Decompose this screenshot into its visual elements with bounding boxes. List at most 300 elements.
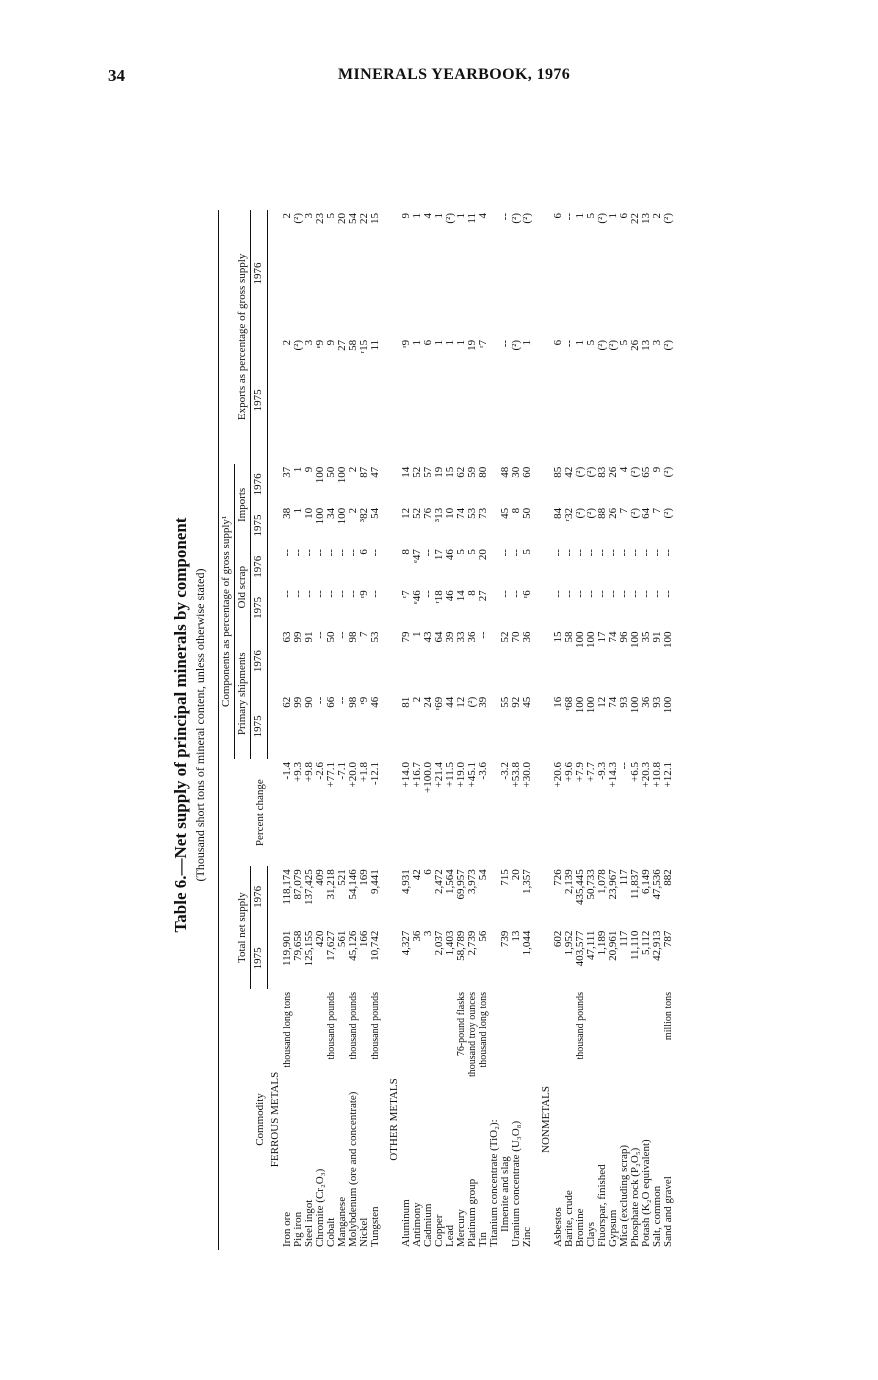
value-cell: -- (422, 549, 434, 557)
table-row (315, 210, 326, 1250)
empty-cell (539, 505, 553, 546)
table-body (268, 210, 675, 1250)
value-cell: (²) (510, 213, 522, 224)
empty-cell (539, 464, 553, 505)
value-cell: +21.4 (433, 762, 445, 788)
empty-cell (387, 337, 401, 464)
value-cell: 26 (629, 339, 641, 351)
value-cell: 1 (574, 339, 586, 346)
value-cell: +20.6 (552, 762, 564, 788)
commodity-name: Mica (excluding scrap) (618, 1144, 630, 1247)
value-cell: (²) (662, 213, 674, 224)
table-header (219, 210, 268, 1250)
net-supply-table (218, 210, 674, 1250)
value-cell: 10 (303, 507, 315, 519)
value-cell: 26 (607, 466, 619, 478)
value-cell: 37 (281, 466, 293, 478)
table-row (511, 210, 522, 1250)
value-cell: 100 (585, 631, 597, 648)
value-cell: 80 (477, 466, 489, 478)
section-header (387, 210, 401, 1250)
value-cell: 9 (651, 466, 663, 473)
value-cell: +45.1 (466, 762, 478, 788)
value-cell: (²) (510, 339, 522, 351)
value-cell: 46 (369, 696, 381, 708)
value-cell: ³82 (358, 507, 370, 523)
value-cell: ʳ9 (400, 339, 412, 348)
empty-cell (268, 210, 283, 337)
section-header (268, 210, 283, 1250)
value-cell: 52 (499, 631, 511, 643)
value-cell: 47,111 (585, 930, 597, 961)
value-cell: 12 (400, 507, 412, 519)
year-1976: 1976 (251, 546, 268, 587)
value-cell: 1 (411, 631, 423, 637)
commodity-name: Salt, common (651, 1185, 663, 1247)
value-cell: 2,472 (433, 869, 445, 894)
value-cell: 36 (411, 930, 423, 942)
value-cell: 84 (552, 507, 564, 519)
value-cell: 7 (618, 507, 630, 514)
empty-cell (387, 928, 401, 989)
value-cell: 5 (585, 339, 597, 346)
empty-cell (387, 694, 401, 759)
commodity-name: Platinum group (466, 1178, 478, 1247)
empty-cell (268, 866, 283, 927)
value-cell: 58,789 (455, 930, 467, 961)
empty-cell (268, 337, 283, 464)
value-cell: -- (422, 590, 434, 598)
value-cell: -- (552, 549, 564, 557)
value-cell: 2 (281, 339, 293, 346)
value-cell: -- (574, 590, 586, 598)
value-cell: -- (607, 590, 619, 598)
value-cell: 2 (347, 466, 359, 473)
table-row (412, 210, 423, 1250)
value-cell: -- (281, 590, 293, 598)
value-cell: 39 (477, 696, 489, 708)
value-cell: 5 (466, 549, 478, 555)
value-cell: 26 (607, 507, 619, 519)
empty-cell (387, 546, 401, 587)
value-cell: 7 (651, 507, 663, 514)
value-cell: 22 (629, 213, 641, 224)
value-cell: 20,961 (607, 930, 619, 961)
value-cell: 19 (433, 466, 445, 478)
value-cell: -- (618, 762, 630, 770)
value-cell: +14.3 (607, 762, 619, 788)
commodity-name: Cobalt (325, 1217, 337, 1247)
value-cell: 74 (607, 696, 619, 708)
value-cell: 88 (596, 507, 608, 519)
value-cell: 726 (552, 869, 564, 886)
value-cell: 100 (629, 631, 641, 648)
value-cell: (²) (662, 466, 674, 478)
value-cell: 27 (336, 339, 348, 351)
value-cell: ³13 (433, 507, 445, 523)
value-cell: 1 (433, 339, 445, 346)
value-cell: 1 (292, 466, 304, 473)
value-cell: -- (325, 549, 337, 557)
value-cell: 435,445 (574, 869, 586, 905)
value-cell: 125,155 (303, 930, 315, 967)
col-components: Components as percentage of gross supply¹ (219, 464, 235, 759)
value-cell: 85 (552, 466, 564, 478)
value-cell: -- (499, 339, 511, 348)
commodity-cell (315, 989, 326, 1250)
value-cell: 74 (607, 631, 619, 643)
value-cell: 3,973 (466, 869, 478, 894)
year-1976: 1976 (251, 464, 268, 505)
value-cell: 50 (521, 507, 533, 519)
value-cell: 87,079 (292, 869, 304, 900)
value-cell: 27 (477, 590, 489, 602)
year-1975: 1975 (251, 694, 268, 759)
value-cell: 93 (618, 696, 630, 708)
table-row (500, 210, 511, 1250)
value-cell: -3.6 (477, 762, 489, 780)
value-cell: -- (347, 590, 359, 598)
value-cell: 39 (444, 631, 456, 643)
commodity-unit: thousand pounds (575, 992, 586, 1060)
table-row (304, 210, 315, 1250)
section-title: NONMETALS (540, 1086, 552, 1153)
value-cell: 55 (499, 696, 511, 708)
value-cell: -- (314, 696, 326, 705)
value-cell: +19.0 (455, 762, 467, 788)
page-number: 34 (108, 66, 125, 85)
value-cell: 62 (455, 466, 467, 478)
value-cell: 100 (662, 696, 674, 714)
value-cell: (²) (596, 339, 608, 351)
value-cell: 3 (651, 339, 663, 346)
value-cell: 1 (455, 213, 467, 219)
value-cell: -- (662, 590, 674, 598)
table-row (370, 210, 381, 1250)
value-cell: (²) (292, 213, 304, 224)
value-cell: 90 (303, 696, 315, 708)
col-exports: Exports as percentage of gross supply (219, 210, 251, 464)
value-cell: -- (640, 549, 652, 557)
value-cell: -- (618, 590, 630, 598)
commodity-name: Steel ingot (303, 1199, 315, 1247)
value-cell: 403,577 (574, 930, 586, 967)
section-header (539, 210, 553, 1250)
value-cell: 83 (596, 466, 608, 478)
value-cell: 64 (433, 631, 445, 643)
value-cell: 48 (499, 466, 511, 478)
value-cell: 100 (662, 631, 674, 648)
commodity-name: Sand and gravel (662, 1176, 674, 1247)
value-cell: 5,112 (640, 930, 652, 955)
value-cell: 54 (477, 869, 489, 881)
value-cell: 4,931 (400, 869, 412, 894)
commodity-cell (663, 989, 674, 1250)
value-cell: 13 (510, 930, 522, 942)
empty-cell (268, 464, 283, 505)
empty-cell (387, 210, 401, 337)
value-cell: 87 (358, 466, 370, 478)
value-cell: 20 (336, 213, 348, 224)
value-cell: 2,037 (433, 930, 445, 956)
commodity-name: Zinc (521, 1226, 533, 1247)
empty-cell (387, 866, 401, 927)
value-cell: -12.1 (369, 762, 381, 785)
value-cell: 91 (303, 631, 315, 643)
commodity-cell (348, 989, 359, 1250)
empty-cell (539, 928, 553, 989)
value-cell: 5 (521, 549, 533, 555)
empty-cell (387, 505, 401, 546)
table-row (489, 210, 500, 1250)
value-cell: 409 (314, 869, 326, 886)
value-cell: -- (314, 549, 326, 557)
value-cell: (²) (521, 213, 533, 224)
value-cell: 100 (336, 507, 348, 525)
value-cell: (²) (629, 507, 641, 519)
value-cell: 1 (521, 339, 533, 346)
value-cell: 42,913 (651, 930, 663, 961)
value-cell: -- (336, 696, 348, 705)
value-cell: +6.5 (629, 762, 641, 782)
empty-cell (387, 759, 401, 866)
table-row (456, 210, 467, 1250)
table-row (467, 210, 478, 1250)
value-cell: 57 (422, 466, 434, 478)
commodity-name: Manganese (336, 1196, 348, 1247)
empty-cell (268, 694, 283, 759)
value-cell: ʳ15 (358, 339, 370, 354)
value-cell: -- (314, 631, 326, 639)
value-cell: 54 (347, 213, 359, 224)
commodity-name: Clays (585, 1221, 597, 1247)
table-row (553, 210, 564, 1250)
value-cell: 47 (369, 466, 381, 478)
value-cell: (²) (574, 466, 586, 478)
value-cell: 44 (444, 696, 456, 708)
value-cell: 45,126 (347, 930, 359, 961)
value-cell: 100 (585, 696, 597, 714)
value-cell: 58 (563, 631, 575, 643)
empty-cell (268, 759, 283, 866)
value-cell: 63 (281, 631, 293, 643)
value-cell: 6 (358, 549, 370, 555)
value-cell: 561 (336, 930, 348, 948)
value-cell: 24 (422, 696, 434, 708)
section-title: OTHER METALS (388, 1078, 400, 1161)
value-cell: -9.3 (596, 762, 608, 780)
value-cell: (²) (585, 507, 597, 519)
empty-cell (539, 337, 553, 464)
commodity-name: Cadmium (422, 1203, 434, 1247)
value-cell: 6 (422, 869, 434, 875)
value-cell: (²) (607, 339, 619, 351)
value-cell: 169 (358, 869, 370, 886)
value-cell: 81 (400, 696, 412, 708)
value-cell: 2,139 (563, 869, 575, 894)
col-old-scrap: Old scrap (235, 546, 251, 628)
value-cell: 42 (563, 466, 575, 478)
value-cell: 3 (303, 339, 315, 346)
value-cell: 42 (411, 869, 423, 881)
table-row (348, 210, 359, 1250)
value-cell: 23 (314, 213, 326, 224)
value-cell: +14.0 (400, 762, 412, 788)
value-cell: +7.9 (574, 762, 586, 782)
value-cell: -- (629, 590, 641, 598)
value-cell: -- (499, 213, 511, 221)
value-cell: 1,564 (444, 869, 456, 894)
year-1975: 1975 (251, 587, 268, 628)
value-cell: 53 (466, 507, 478, 519)
empty-cell (539, 694, 553, 759)
value-cell: 1 (433, 213, 445, 219)
value-cell: 91 (651, 631, 663, 643)
value-cell: ʳ69 (433, 696, 445, 711)
running-head: MINERALS YEARBOOK, 1976 (338, 66, 571, 83)
commodity-name: Titanium concentrate (TiO₂): (488, 1119, 500, 1247)
value-cell: 64 (640, 507, 652, 519)
value-cell: -2.6 (314, 762, 326, 780)
commodity-cell (467, 989, 478, 1250)
table-row (445, 210, 456, 1250)
value-cell: +77.1 (325, 762, 337, 788)
value-cell: +53.8 (510, 762, 522, 788)
value-cell: 69,957 (455, 869, 467, 900)
commodity-cell (522, 989, 533, 1250)
year-1975: 1975 (251, 505, 268, 546)
value-cell: ʳ9 (358, 590, 370, 599)
value-cell: 739 (499, 930, 511, 948)
value-cell: 99 (292, 631, 304, 643)
empty-cell (387, 628, 401, 693)
year-1976: 1976 (251, 866, 268, 927)
value-cell: +20.3 (640, 762, 652, 788)
year-1976: 1976 (251, 628, 268, 693)
commodity-name: Ilmenite and slag (499, 1156, 511, 1232)
year-1976: 1976 (251, 210, 268, 337)
value-cell: 12 (455, 696, 467, 708)
value-cell: 17,627 (325, 930, 337, 961)
value-cell: 93 (651, 696, 663, 708)
value-cell: 2 (411, 696, 423, 703)
commodity-name: Copper (433, 1214, 445, 1247)
value-cell: 52 (411, 466, 423, 478)
value-cell: 1,044 (521, 930, 533, 956)
commodity-name: Mercury (455, 1209, 467, 1247)
value-cell: -- (662, 549, 674, 557)
commodity-cell (434, 989, 445, 1250)
value-cell: +30.0 (521, 762, 533, 788)
value-cell: ʳ18 (433, 590, 445, 604)
value-cell: 3 (303, 213, 315, 219)
value-cell: 15 (444, 466, 456, 478)
commodity-unit: thousand long tons (478, 992, 489, 1068)
value-cell: 9 (400, 213, 412, 219)
value-cell: 1 (455, 339, 467, 346)
commodity-unit: million tons (663, 992, 674, 1041)
value-cell: (²) (629, 466, 641, 478)
value-cell: 36 (640, 696, 652, 708)
value-cell: 13 (640, 339, 652, 351)
table-row (641, 210, 652, 1250)
value-cell: 92 (510, 696, 522, 708)
value-cell: -- (281, 549, 293, 557)
table-row (564, 210, 575, 1250)
commodity-name: Potash (K₂O equivalent) (640, 1139, 652, 1247)
value-cell: 2 (281, 213, 293, 219)
value-cell: 119,901 (281, 930, 293, 966)
value-cell: 8 (466, 590, 478, 596)
value-cell: 79 (400, 631, 412, 643)
value-cell: 5 (325, 213, 337, 219)
value-cell: -- (336, 631, 348, 639)
value-cell: 45 (499, 507, 511, 519)
value-cell: +9.8 (303, 762, 315, 782)
value-cell: +9.3 (292, 762, 304, 782)
commodity-unit: 76-pound flasks (456, 992, 467, 1057)
commodity-name: Antimony (411, 1202, 423, 1247)
value-cell: -- (563, 590, 575, 598)
value-cell: (²) (292, 339, 304, 351)
value-cell: ʳ32 (563, 507, 575, 522)
commodity-name: Aluminum (400, 1199, 412, 1247)
value-cell: 118,174 (281, 869, 293, 905)
value-cell: 31,218 (325, 869, 337, 900)
value-cell: 1,189 (596, 930, 608, 956)
value-cell: 20 (477, 549, 489, 561)
value-cell: 96 (618, 631, 630, 643)
value-cell: -- (651, 549, 663, 557)
section-title: FERROUS METALS (268, 1071, 281, 1168)
commodity-cell (370, 989, 381, 1250)
value-cell: (²) (662, 339, 674, 351)
value-cell: ʳ9 (358, 696, 370, 705)
value-cell: 74 (455, 507, 467, 519)
value-cell: 30 (510, 466, 522, 478)
value-cell: 5 (455, 549, 467, 555)
value-cell: 17 (433, 549, 445, 561)
value-cell: -- (499, 549, 511, 557)
value-cell: 33 (455, 631, 467, 643)
value-cell: -- (629, 549, 641, 557)
value-cell: 98 (347, 631, 359, 643)
value-cell: 66 (325, 696, 337, 708)
value-cell: 1 (574, 213, 586, 219)
value-cell: 1 (292, 507, 304, 514)
value-cell: 6 (422, 339, 434, 346)
commodity-name: Asbestos (552, 1207, 564, 1247)
value-cell: 10,742 (369, 930, 381, 961)
value-cell: 137,425 (303, 869, 315, 905)
value-cell: 79,658 (292, 930, 304, 961)
value-cell: ᵉ47 (411, 549, 423, 563)
value-cell: -- (369, 590, 381, 598)
commodity-unit: thousand pounds (370, 992, 381, 1060)
value-cell: 11,837 (629, 869, 641, 900)
value-cell: 56 (477, 930, 489, 942)
table-row (401, 210, 412, 1250)
empty-cell (539, 210, 553, 337)
value-cell: 6 (552, 213, 564, 219)
commodity-name: Barite, crude (563, 1190, 575, 1247)
col-commodity: Commodity (253, 1093, 266, 1146)
value-cell: 14 (455, 590, 467, 602)
year-1975: 1975 (251, 337, 268, 464)
commodity-name: Tin (477, 1232, 489, 1247)
value-cell: 50 (325, 631, 337, 643)
value-cell: 787 (662, 930, 674, 948)
